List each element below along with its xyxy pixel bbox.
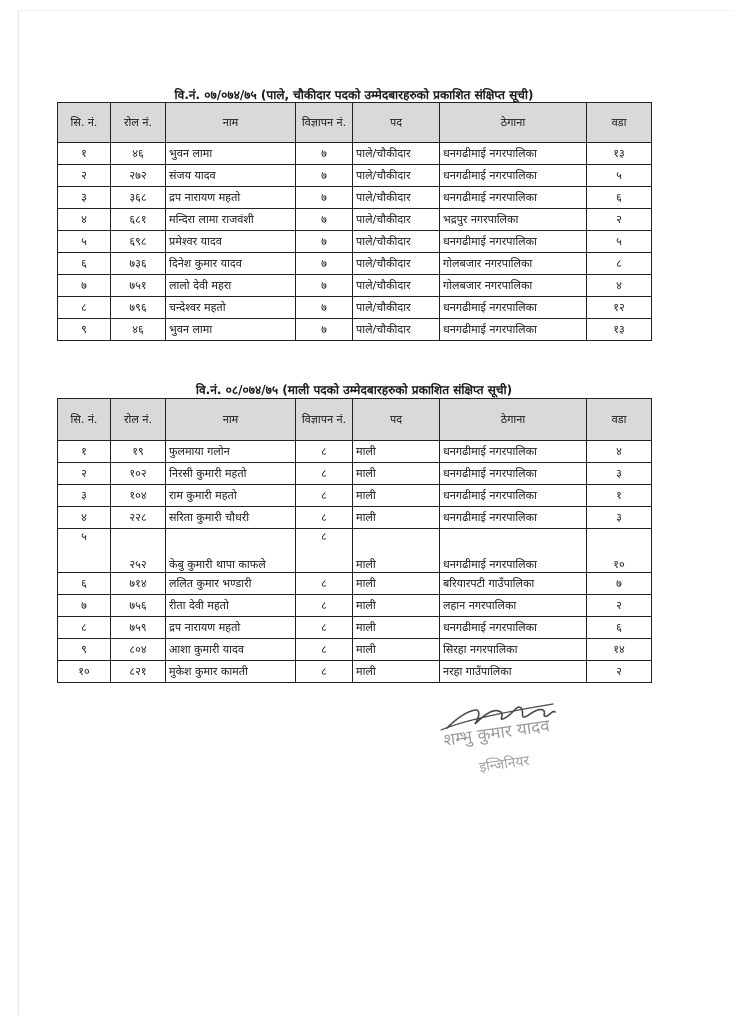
cell-post: माली <box>353 463 440 485</box>
cell-advert: ७ <box>296 253 353 275</box>
cell-post: माली <box>353 529 440 573</box>
table-row <box>58 275 652 297</box>
cell-serial: ४ <box>58 209 111 231</box>
cell-name: संजय यादव <box>166 165 296 187</box>
cell-roll: ३६८ <box>111 187 166 209</box>
cell-serial: ६ <box>58 573 111 595</box>
cell-advert: ८ <box>296 639 353 661</box>
cell-post: माली <box>353 573 440 595</box>
cell-ward: १२ <box>587 297 652 319</box>
cell-ward: १ <box>587 485 652 507</box>
table-row <box>58 231 652 253</box>
table-row <box>58 297 652 319</box>
cell-serial: २ <box>58 463 111 485</box>
cell-name: भुवन लामा <box>166 143 296 165</box>
table-row <box>58 485 652 507</box>
cell-name: प्रमेश्वर यादव <box>166 231 296 253</box>
table-row <box>58 319 652 341</box>
cell-address: धनगढीमाई नगरपालिका <box>440 297 587 319</box>
cell-ward: ४ <box>587 441 652 463</box>
cell-ward: ३ <box>587 507 652 529</box>
cell-roll: ८२१ <box>111 661 166 683</box>
cell-serial: ५ <box>58 231 111 253</box>
cell-roll: ४६ <box>111 319 166 341</box>
cell-post: माली <box>353 507 440 529</box>
cell-address: गोलबजार नगरपालिका <box>440 253 587 275</box>
cell-address: लहान नगरपालिका <box>440 595 587 617</box>
cell-address: धनगढीमाई नगरपालिका <box>440 463 587 485</box>
cell-roll: १०२ <box>111 463 166 485</box>
cell-serial: ८ <box>58 297 111 319</box>
cell-name: दिनेश कुमार यादव <box>166 253 296 275</box>
palechaukidar-table <box>57 102 652 341</box>
mali-table <box>57 398 652 683</box>
cell-advert: ८ <box>296 661 353 683</box>
cell-roll: ७१४ <box>111 573 166 595</box>
cell-serial: ३ <box>58 485 111 507</box>
cell-advert: ७ <box>296 165 353 187</box>
table-row <box>58 617 652 639</box>
cell-name: आशा कुमारी यादव <box>166 639 296 661</box>
cell-ward: १३ <box>587 143 652 165</box>
cell-advert: ७ <box>296 297 353 319</box>
header-ward: वडा <box>587 399 652 441</box>
cell-serial: ४ <box>58 507 111 529</box>
cell-roll: २७२ <box>111 165 166 187</box>
cell-ward: ६ <box>587 187 652 209</box>
table-row <box>58 187 652 209</box>
cell-address: धनगढीमाई नगरपालिका <box>440 507 587 529</box>
cell-post: पाले/चौकीदार <box>353 253 440 275</box>
cell-name: लालो देवी महरा <box>166 275 296 297</box>
cell-post: पाले/चौकीदार <box>353 319 440 341</box>
cell-address: धनगढीमाई नगरपालिका <box>440 529 587 573</box>
cell-advert: ८ <box>296 441 353 463</box>
header-ward: वडा <box>587 103 652 143</box>
cell-address: धनगढीमाई नगरपालिका <box>440 485 587 507</box>
cell-roll: १९ <box>111 441 166 463</box>
table-row <box>58 143 652 165</box>
cell-serial: १० <box>58 661 111 683</box>
cell-post: पाले/चौकीदार <box>353 165 440 187</box>
cell-serial: ९ <box>58 639 111 661</box>
signatory-name: शम्भु कुमार यादव <box>442 716 551 751</box>
cell-name: फुलमाया गलोन <box>166 441 296 463</box>
table-row <box>58 441 652 463</box>
header-address: ठेगाना <box>440 103 587 143</box>
section1-title: वि.नं. ०७/०७४/७५ (पाले, चौकीदार पदको उम्मेदबारहरुको प्रकाशित संक्षिप्त सूची) <box>174 88 534 102</box>
table-row <box>58 507 652 529</box>
cell-ward: ५ <box>587 231 652 253</box>
header-serial: सि. नं. <box>58 399 111 441</box>
cell-advert: ८ <box>296 463 353 485</box>
cell-roll: ६८१ <box>111 209 166 231</box>
cell-advert: ७ <box>296 275 353 297</box>
cell-advert: ७ <box>296 187 353 209</box>
cell-name: द्रप नारायण महतो <box>166 187 296 209</box>
cell-roll: ८०४ <box>111 639 166 661</box>
cell-name: मुकेश कुमार कामती <box>166 661 296 683</box>
header-name: नाम <box>166 399 296 441</box>
header-roll: रोल नं. <box>111 103 166 143</box>
table-row <box>58 253 652 275</box>
table-row <box>58 661 652 683</box>
cell-ward: २ <box>587 661 652 683</box>
cell-roll: २२८ <box>111 507 166 529</box>
header-name: नाम <box>166 103 296 143</box>
header-serial: सि. नं. <box>58 103 111 143</box>
cell-address: सिरहा नगरपालिका <box>440 639 587 661</box>
cell-address: बरियारपटी गाउँपालिका <box>440 573 587 595</box>
cell-post: पाले/चौकीदार <box>353 275 440 297</box>
header-roll: रोल नं. <box>111 399 166 441</box>
cell-serial: १ <box>58 441 111 463</box>
cell-post: माली <box>353 661 440 683</box>
cell-name: चन्देश्वर महतो <box>166 297 296 319</box>
cell-ward: १३ <box>587 319 652 341</box>
table-header-row <box>58 399 652 441</box>
cell-name: सरिता कुमारी चौधरी <box>166 507 296 529</box>
cell-advert: ७ <box>296 209 353 231</box>
cell-roll: २५२ <box>111 529 166 573</box>
cell-post: पाले/चौकीदार <box>353 297 440 319</box>
cell-ward: १० <box>587 529 652 573</box>
cell-address: गोलबजार नगरपालिका <box>440 275 587 297</box>
cell-address: धनगढीमाई नगरपालिका <box>440 441 587 463</box>
table-row <box>58 573 652 595</box>
signatory-title: इन्जिनियर <box>478 752 531 776</box>
cell-roll: १०४ <box>111 485 166 507</box>
cell-address: नरहा गाउँपालिका <box>440 661 587 683</box>
cell-roll: ६९८ <box>111 231 166 253</box>
table-row <box>58 209 652 231</box>
cell-address: धनगढीमाई नगरपालिका <box>440 165 587 187</box>
cell-advert: ७ <box>296 231 353 253</box>
cell-advert: ८ <box>296 529 353 573</box>
cell-ward: २ <box>587 595 652 617</box>
cell-post: माली <box>353 441 440 463</box>
cell-ward: ४ <box>587 275 652 297</box>
cell-post: पाले/चौकीदार <box>353 231 440 253</box>
cell-ward: २ <box>587 209 652 231</box>
cell-ward: ५ <box>587 165 652 187</box>
cell-roll: ७५६ <box>111 595 166 617</box>
cell-post: माली <box>353 595 440 617</box>
cell-advert: ८ <box>296 485 353 507</box>
cell-serial: ९ <box>58 319 111 341</box>
cell-advert: ८ <box>296 595 353 617</box>
cell-name: केबु कुमारी थापा काफले <box>166 529 296 573</box>
cell-address: धनगढीमाई नगरपालिका <box>440 319 587 341</box>
cell-advert: ७ <box>296 319 353 341</box>
cell-name: ललित कुमार भण्डारी <box>166 573 296 595</box>
cell-name: द्रप नारायण महतो <box>166 617 296 639</box>
cell-serial: ७ <box>58 275 111 297</box>
table-row <box>58 165 652 187</box>
cell-post: पाले/चौकीदार <box>353 187 440 209</box>
cell-serial: ३ <box>58 187 111 209</box>
cell-address: धनगढीमाई नगरपालिका <box>440 617 587 639</box>
cell-name: राम कुमारी महतो <box>166 485 296 507</box>
header-advert: विज्ञापन नं. <box>296 103 353 143</box>
cell-ward: ८ <box>587 253 652 275</box>
table-row <box>58 639 652 661</box>
cell-ward: ३ <box>587 463 652 485</box>
cell-roll: ७९६ <box>111 297 166 319</box>
cell-serial: ७ <box>58 595 111 617</box>
cell-post: पाले/चौकीदार <box>353 143 440 165</box>
cell-post: पाले/चौकीदार <box>353 209 440 231</box>
table-row <box>58 595 652 617</box>
cell-serial: ६ <box>58 253 111 275</box>
cell-serial: ८ <box>58 617 111 639</box>
cell-advert: ८ <box>296 507 353 529</box>
header-advert: विज्ञापन नं. <box>296 399 353 441</box>
cell-roll: ४६ <box>111 143 166 165</box>
cell-post: माली <box>353 639 440 661</box>
section2-title: वि.नं. ०८/०७४/७५ (माली पदको उम्मेदबारहरुको प्रकाशित संक्षिप्त सूची) <box>195 383 513 397</box>
header-post: पद <box>353 399 440 441</box>
cell-address: भद्रपुर नगरपालिका <box>440 209 587 231</box>
cell-advert: ८ <box>296 573 353 595</box>
table-header-row <box>58 103 652 143</box>
cell-serial: १ <box>58 143 111 165</box>
cell-name: निरसी कुमारी महतो <box>166 463 296 485</box>
cell-ward: ७ <box>587 573 652 595</box>
cell-serial: २ <box>58 165 111 187</box>
cell-address: धनगढीमाई नगरपालिका <box>440 143 587 165</box>
cell-address: धनगढीमाई नगरपालिका <box>440 231 587 253</box>
cell-roll: ७५१ <box>111 275 166 297</box>
cell-address: धनगढीमाई नगरपालिका <box>440 187 587 209</box>
cell-name: मन्दिरा लामा राजवंशी <box>166 209 296 231</box>
table-row <box>58 463 652 485</box>
cell-advert: ७ <box>296 143 353 165</box>
table-row <box>58 529 652 573</box>
cell-post: माली <box>353 485 440 507</box>
cell-post: माली <box>353 617 440 639</box>
cell-ward: १४ <box>587 639 652 661</box>
cell-serial: ५ <box>58 529 111 573</box>
cell-ward: ६ <box>587 617 652 639</box>
cell-advert: ८ <box>296 617 353 639</box>
cell-name: रीता देवी महतो <box>166 595 296 617</box>
header-post: पद <box>353 103 440 143</box>
cell-roll: ७५९ <box>111 617 166 639</box>
header-address: ठेगाना <box>440 399 587 441</box>
cell-name: भुवन लामा <box>166 319 296 341</box>
cell-roll: ७३६ <box>111 253 166 275</box>
